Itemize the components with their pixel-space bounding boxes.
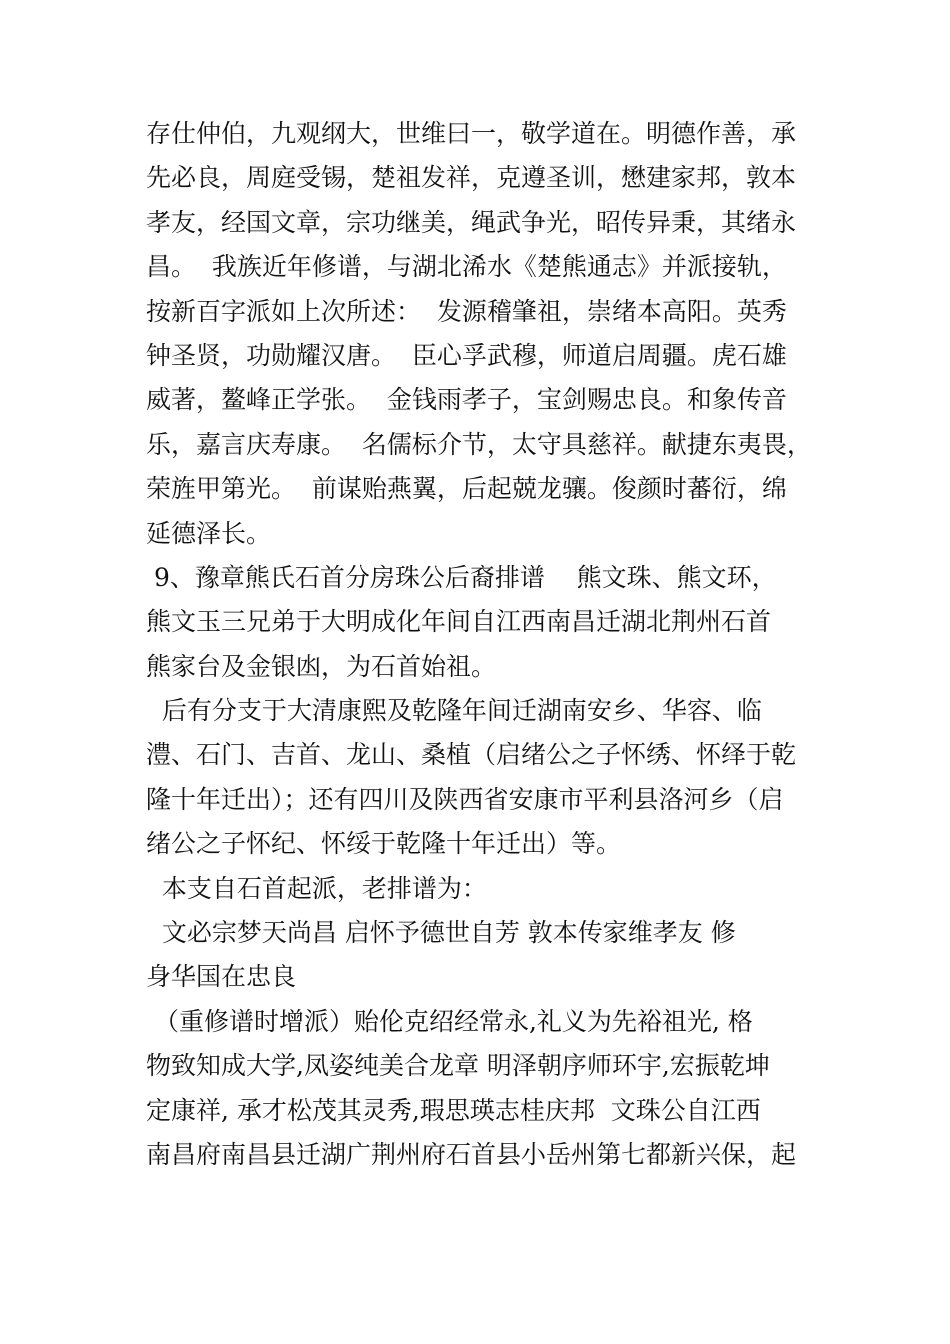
text-line: 钟圣贤，功勋耀汉唐。 臣心孚武穆，师道启周疆。虎石雄 bbox=[146, 340, 787, 370]
text-line: 按新百字派如上次所述： 发源稽肇祖，崇绪本高阳。英秀 bbox=[146, 296, 787, 326]
text-line: 身华国在忠良 bbox=[146, 962, 297, 992]
document-body bbox=[146, 112, 830, 1177]
text-line: 孝友，经国文章，宗功继美，绳武争光，昭传异秉，其绪永 bbox=[146, 207, 797, 237]
text-line: 本支自石首起派，老排谱为： bbox=[146, 873, 487, 903]
text-line: （重修谱时增派）贻伦克绍经常永,礼义为先裕祖光, 格 bbox=[146, 1006, 753, 1036]
section-heading-line: 9、豫章熊氏石首分房珠公后裔排谱 熊文珠、熊文环， bbox=[146, 562, 777, 592]
text-line: 南昌府南昌县迁湖广荆州府石首县小岳州第七都新兴保，起 bbox=[146, 1139, 797, 1169]
text-line: 昌。 我族近年修谱，与湖北浠水《楚熊通志》并派接轨， bbox=[146, 252, 787, 282]
text-line: 文必宗梦天尚昌 启怀予德世自芳 敦本传家维孝友 修 bbox=[146, 918, 736, 948]
text-line: 隆十年迁出）；还有四川及陕西省安康市平利县洛河乡（启 bbox=[146, 784, 784, 814]
text-line: 乐，嘉言庆寿康。 名儒标介节，太守具慈祥。献捷东夷畏， bbox=[146, 429, 812, 459]
text-line: 定康祥, 承才松茂其灵秀,瑕思瑛志桂庆邦 文珠公自江西 bbox=[146, 1095, 761, 1125]
text-line: 后有分支于大清康熙及乾隆年间迁湖南安乡、华容、临 bbox=[146, 696, 762, 726]
text-line: 熊文玉三兄弟于大明成化年间自江西南昌迁湖北荆州石首 bbox=[146, 607, 772, 637]
text-line: 先必良，周庭受锡，楚祖发祥，克遵圣训，懋建家邦，敦本 bbox=[146, 163, 797, 193]
text-line: 威著，鳌峰正学张。 金钱雨孝子，宝剑赐忠良。和象传音 bbox=[146, 385, 787, 415]
text-line: 荣旌甲第光。 前谋贻燕翼，后起兢龙骧。俊颜时蕃衍，绵 bbox=[146, 474, 787, 504]
text-line: 绪公之子怀纪、怀绥于乾隆十年迁出）等。 bbox=[146, 829, 622, 859]
text-line: 存仕仲伯，九观纲大，世维曰一，敬学道在。明德作善，承 bbox=[146, 119, 797, 148]
text-line: 延德泽长。 bbox=[146, 518, 272, 548]
text-line: 澧、石门、吉首、龙山、桑植（启绪公之子怀绣、怀绎于乾 bbox=[146, 740, 797, 770]
text-line: 熊家台及金银凼，为石首始祖。 bbox=[146, 651, 497, 681]
text-line: 物致知成大学,凤姿纯美合龙章 明泽朝序师环宇,宏振乾坤 bbox=[146, 1051, 770, 1081]
